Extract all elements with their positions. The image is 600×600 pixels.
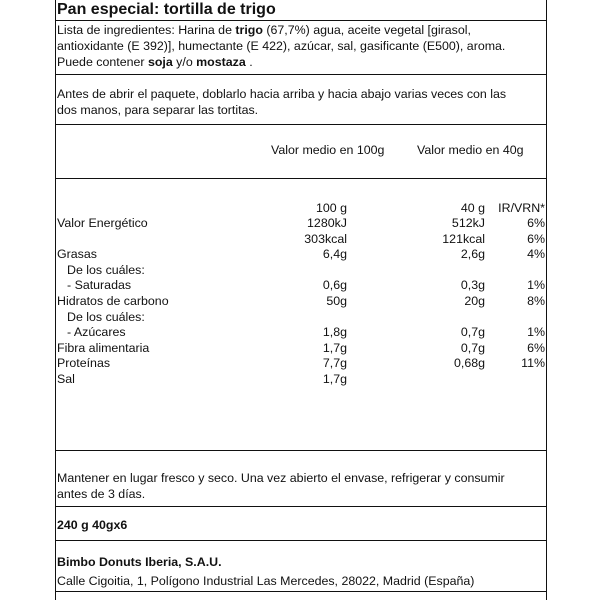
nutrient-label: De los cuáles: xyxy=(67,309,145,324)
company-name: Bimbo Donuts Iberia, S.A.U. xyxy=(57,555,222,569)
value-100g: 1,7g xyxy=(322,340,347,355)
divider xyxy=(55,178,547,179)
value-100g: 303kcal xyxy=(304,231,347,246)
value-vrn: 8% xyxy=(527,294,545,308)
value-vrn: 6% xyxy=(527,216,545,230)
divider xyxy=(55,591,547,592)
value-100g: 1,7g xyxy=(322,372,347,386)
header-100g: Valor medio en 100g xyxy=(271,143,385,157)
value-40g: 2,6g xyxy=(460,247,485,262)
value-100g: 1,8g xyxy=(322,325,347,340)
product-title: Pan especial: tortilla de trigo xyxy=(57,1,276,18)
value-40g: 0,7g xyxy=(460,340,485,355)
header-40g: Valor medio en 40g xyxy=(417,143,524,157)
value-vrn: 1% xyxy=(527,325,545,340)
ingredients-text: y/o xyxy=(172,55,197,69)
ingredients-line-2: antioxidante (E 392)], humectante (E 422), azúcar, sal, gasificante (E500), aroma. xyxy=(57,39,506,53)
value-vrn: 11% xyxy=(521,356,545,371)
nutrition-label xyxy=(55,0,547,600)
subheader-vrn: IR/VRN* xyxy=(498,201,545,215)
value-vrn: 1% xyxy=(527,278,545,293)
ingredients-text: . xyxy=(245,55,253,69)
value-100g: 0,6g xyxy=(322,278,347,293)
value-vrn: 6% xyxy=(527,340,545,355)
nutrient-label: Proteínas xyxy=(57,356,111,371)
value-vrn: 6% xyxy=(527,231,545,246)
subheader-40g: 40 g xyxy=(460,201,485,215)
value-40g: 0,7g xyxy=(460,325,485,340)
storage-line-2: antes de 3 días. xyxy=(57,487,146,501)
divider xyxy=(55,540,547,541)
nutrient-label: - Saturadas xyxy=(67,278,132,293)
storage-line-1: Mantener en lugar fresco y seco. Una vez abierto el envase, refrigerar y consumir xyxy=(57,471,505,485)
subheader-100g: 100 g xyxy=(315,201,347,215)
value-100g: 7,7g xyxy=(322,356,347,371)
right-border xyxy=(546,0,547,600)
company-address: Calle Cigoitia, 1, Polígono Industrial Las Mercedes, 28022, Madrid (España) xyxy=(57,574,475,588)
divider xyxy=(55,506,547,507)
nutrient-label: Grasas xyxy=(57,247,97,262)
allergen-wheat: trigo xyxy=(235,23,263,37)
allergen-mustard: mostaza xyxy=(196,55,246,69)
net-weight: 240 g 40gx6 xyxy=(57,518,128,532)
divider xyxy=(55,450,547,451)
value-40g: 512kJ xyxy=(451,216,485,230)
ingredients-text: Lista de ingredientes: Harina de xyxy=(57,23,236,37)
value-100g: 6,4g xyxy=(322,247,347,262)
nutrient-label: Sal xyxy=(57,372,75,386)
nutrient-label: Hidratos de carbono xyxy=(57,294,169,308)
value-vrn: 4% xyxy=(527,247,545,262)
nutrient-label: Valor Energético xyxy=(57,216,148,230)
nutrient-label: De los cuáles: xyxy=(67,262,145,277)
ingredients-line-1 xyxy=(57,22,471,38)
nutrient-label: Fibra alimentaria xyxy=(57,340,150,355)
allergen-soy: soja xyxy=(147,55,173,69)
value-40g: 0,68g xyxy=(453,356,485,371)
nutrient-label: - Azúcares xyxy=(67,325,126,340)
instructions-line-2: dos manos, para separar las tortitas. xyxy=(57,103,259,117)
divider xyxy=(55,74,547,75)
instructions-line-1: Antes de abrir el paquete, doblarlo hacia arriba y hacia abajo varias veces con las xyxy=(57,87,507,101)
ingredients-text: (67,7%) agua, aceite vegetal [girasol, xyxy=(262,23,471,37)
value-40g: 20g xyxy=(464,294,485,308)
value-40g: 0,3g xyxy=(460,278,485,293)
ingredients-text: Puede contener xyxy=(57,55,148,69)
value-100g: 50g xyxy=(326,294,347,308)
value-40g: 121kcal xyxy=(442,231,485,246)
value-100g: 1280kJ xyxy=(307,216,347,230)
divider xyxy=(55,20,547,21)
left-border xyxy=(55,0,56,600)
divider xyxy=(55,124,547,125)
ingredients-line-3 xyxy=(57,54,253,70)
